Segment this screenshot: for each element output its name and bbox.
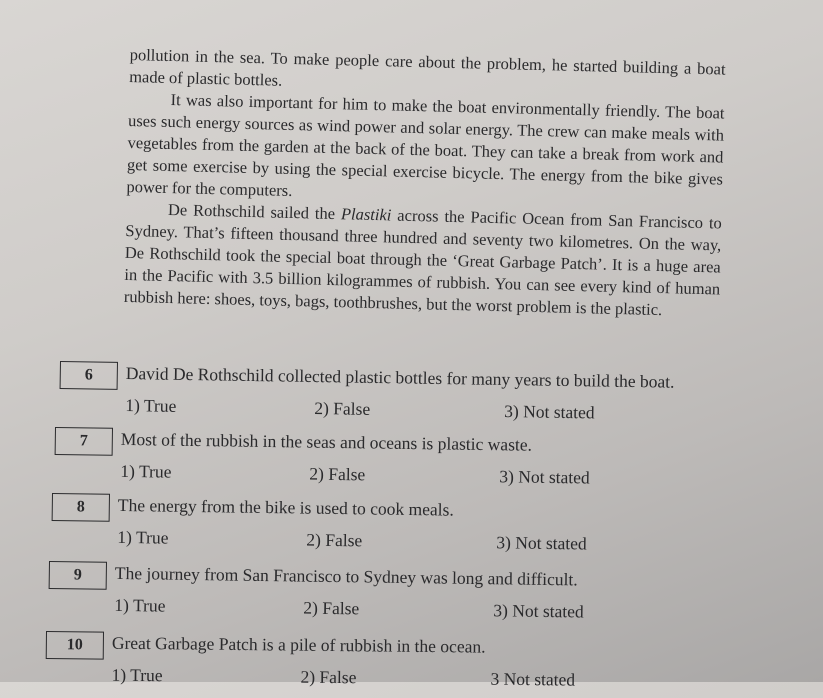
question-text: The energy from the bike is used to cook meals. xyxy=(117,494,454,520)
boat-name: Plastiki xyxy=(340,204,392,225)
question-text: David De Rothschild collected plastic bottles for many years to build the boat. xyxy=(125,363,675,392)
passage-paragraph-3-start: De Rothschild sailed the xyxy=(167,199,342,224)
question-text: The journey from San Francisco to Sydney was long and difficult. xyxy=(114,562,578,590)
question-number-box: 7 xyxy=(55,427,113,456)
option-not-stated[interactable]: 3) Not stated xyxy=(504,400,595,423)
question-number-box: 8 xyxy=(52,493,110,522)
question-10 xyxy=(45,631,746,698)
option-false[interactable]: 2) False xyxy=(306,529,363,551)
question-number-box: 10 xyxy=(46,631,104,660)
question-number-box: 6 xyxy=(60,361,118,390)
question-text: Great Garbage Patch is a pile of rubbish in the ocean. xyxy=(111,632,486,657)
option-false[interactable]: 2) False xyxy=(300,666,357,688)
option-not-stated[interactable]: 3) Not stated xyxy=(496,532,587,554)
question-6 xyxy=(59,361,760,432)
passage-paragraph-3 xyxy=(124,198,723,323)
option-true[interactable]: 1) True xyxy=(120,460,172,482)
option-true[interactable]: 1) True xyxy=(114,594,166,616)
option-false[interactable]: 2) False xyxy=(314,398,371,419)
question-9 xyxy=(48,561,749,631)
option-true[interactable]: 1) True xyxy=(125,395,177,416)
passage-paragraph-3-end: across the Pacific Ocean from San Francisco to Sydney. That’s fifteen thousand three hundred and seventy two kilometres. On the way, De Rothschild took the special boat through the ‘Great Garbage Patch’. It is a huge area in the Pacific with 3.5 billion kilogrammes of rubbish. You can see every kind of human rubbish here: shoes, toys, bags, toothbrushes, but the worst problem is the plastic. xyxy=(123,205,723,320)
passage-paragraph-2: It was also important for him to make the boat environmentally friendly. The boat uses such energy sources as wind power and solar energy. The crew can make meals with vegetables from the garden at the back of the boat. They can take a break from work and get some exercise by using the special exercise bicycle. The energy from the bike gives power for the computers. xyxy=(126,90,725,201)
option-not-stated[interactable]: 3) Not stated xyxy=(493,600,584,622)
option-false[interactable]: 2) False xyxy=(303,597,360,619)
option-false[interactable]: 2) False xyxy=(309,463,366,485)
question-number-box: 9 xyxy=(49,561,107,590)
option-not-stated[interactable]: 3) Not stated xyxy=(499,466,590,488)
question-8 xyxy=(51,493,752,563)
question-7 xyxy=(54,427,755,497)
option-true[interactable]: 1) True xyxy=(117,526,169,548)
passage-paragraph-1: pollution in the sea. To make people care about the problem, he started building a boat made of plastic bottles. xyxy=(128,44,726,90)
question-text: Most of the rubbish in the seas and oceans is plastic waste. xyxy=(120,428,533,455)
option-not-stated[interactable]: 3 Not stated xyxy=(490,668,576,690)
reading-passage xyxy=(124,44,726,322)
option-true[interactable]: 1) True xyxy=(111,664,163,686)
